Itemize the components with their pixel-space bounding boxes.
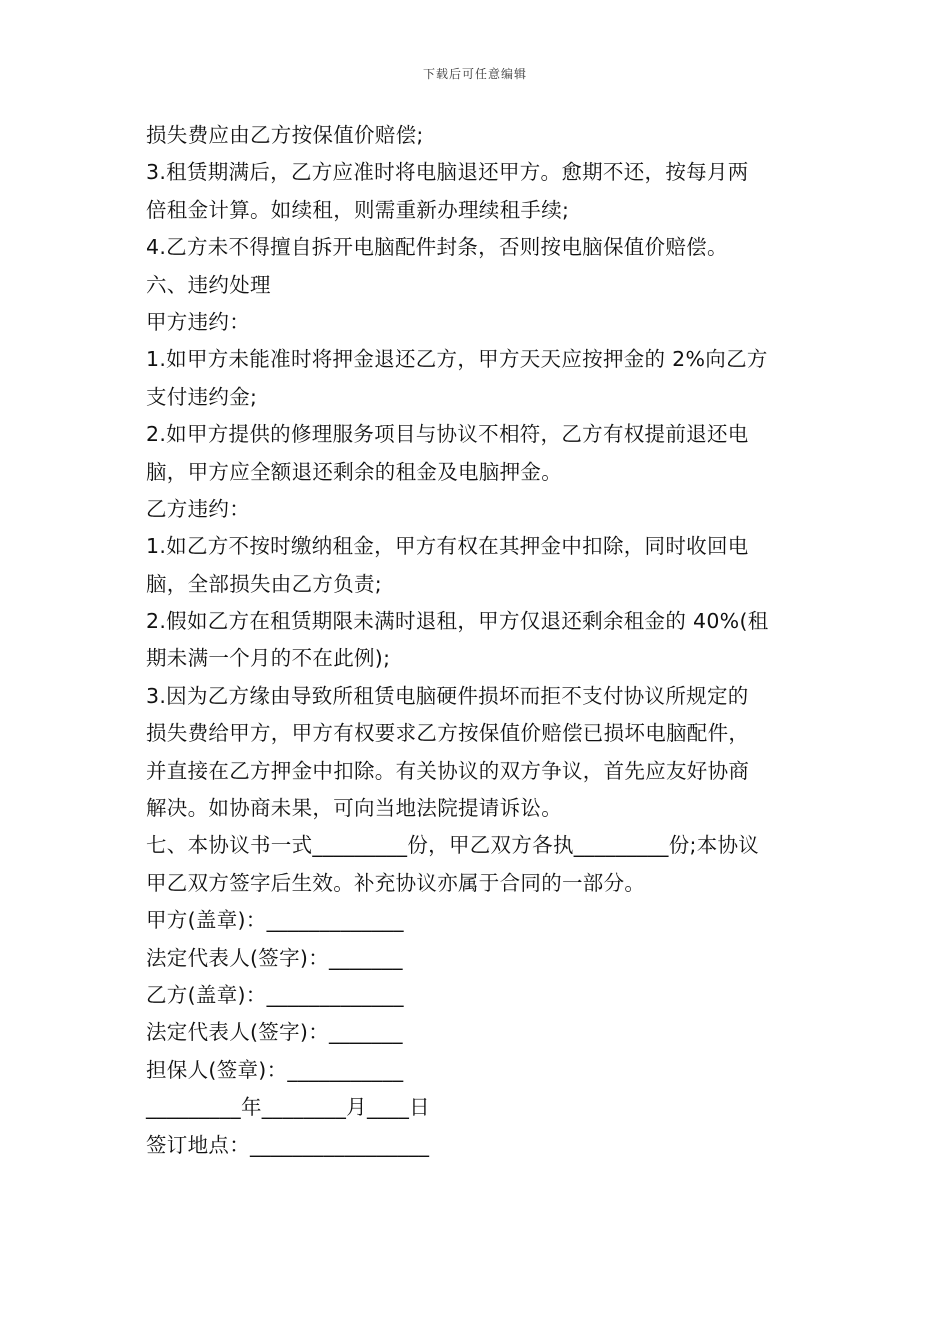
text-line: 期未满一个月的不在此例); [146,646,391,671]
signature-field: 担保人(签章)：___________ [146,1057,404,1082]
text-line: 2.如甲方提供的修理服务项目与协议不相符，乙方有权提前退还电 [146,422,749,447]
signature-field: 甲方(盖章)：_____________ [146,908,404,933]
text-line: 损失费应由乙方按保值价赔偿; [146,123,424,147]
date-field: _________年________月____日 [146,1095,430,1120]
page-header: 下载后可任意编辑 [422,67,527,81]
text-line: 3.因为乙方缘由导致所租赁电脑硬件损坏而拒不支付协议所规定的 [146,683,749,708]
text-line: 1.如乙方不按时缴纳租金，甲方有权在其押金中扣除，同时收回电 [146,534,749,559]
text-line: 1.如甲方未能准时将押金退还乙方，甲方天天应按押金的 2%向乙方 [146,347,768,372]
text-line: 脑，全部损失由乙方负责; [146,571,383,596]
text-line: 2.假如乙方在租赁期限未满时退租，甲方仅退还剩余租金的 40%(租 [146,609,769,634]
text-line: 支付违约金; [146,384,258,409]
text-line: 损失费给甲方，甲方有权要求乙方按保值价赔偿已损坏电脑配件， [146,721,750,746]
text-line: 解决。如协商未果，可向当地法院提请诉讼。 [146,796,562,821]
signature-field: 法定代表人(签字)：_______ [146,945,403,970]
text-line: 脑，甲方应全额退还剩余的租金及电脑押金。 [146,459,562,484]
text-line: 倍租金计算。如续租，则需重新办理续租手续; [146,197,570,222]
signature-field: 法定代表人(签字)：_______ [146,1020,403,1045]
text-line: 甲乙双方签字后生效。补充协议亦属于合同的一部分。 [146,870,646,895]
signature-field: 乙方(盖章)：_____________ [146,982,404,1007]
location-field: 签订地点：_________________ [146,1132,430,1157]
section-heading: 六、违约处理 [146,272,271,297]
text-line: 4.乙方未不得擅自拆开电脑配件封条，否则按电脑保值价赔偿。 [146,235,728,260]
text-line: 并直接在乙方押金中扣除。有关协议的双方争议，首先应友好协商 [146,758,750,783]
subsection-heading: 甲方违约： [146,309,250,334]
text-line: 3.租赁期满后，乙方应准时将电脑退还甲方。愈期不还，按每月两 [146,160,749,185]
section-heading: 七、本协议书一式_________份，甲乙双方各执_________份;本协议 [146,833,760,858]
document-body [146,117,816,1164]
subsection-heading: 乙方违约： [146,496,250,521]
